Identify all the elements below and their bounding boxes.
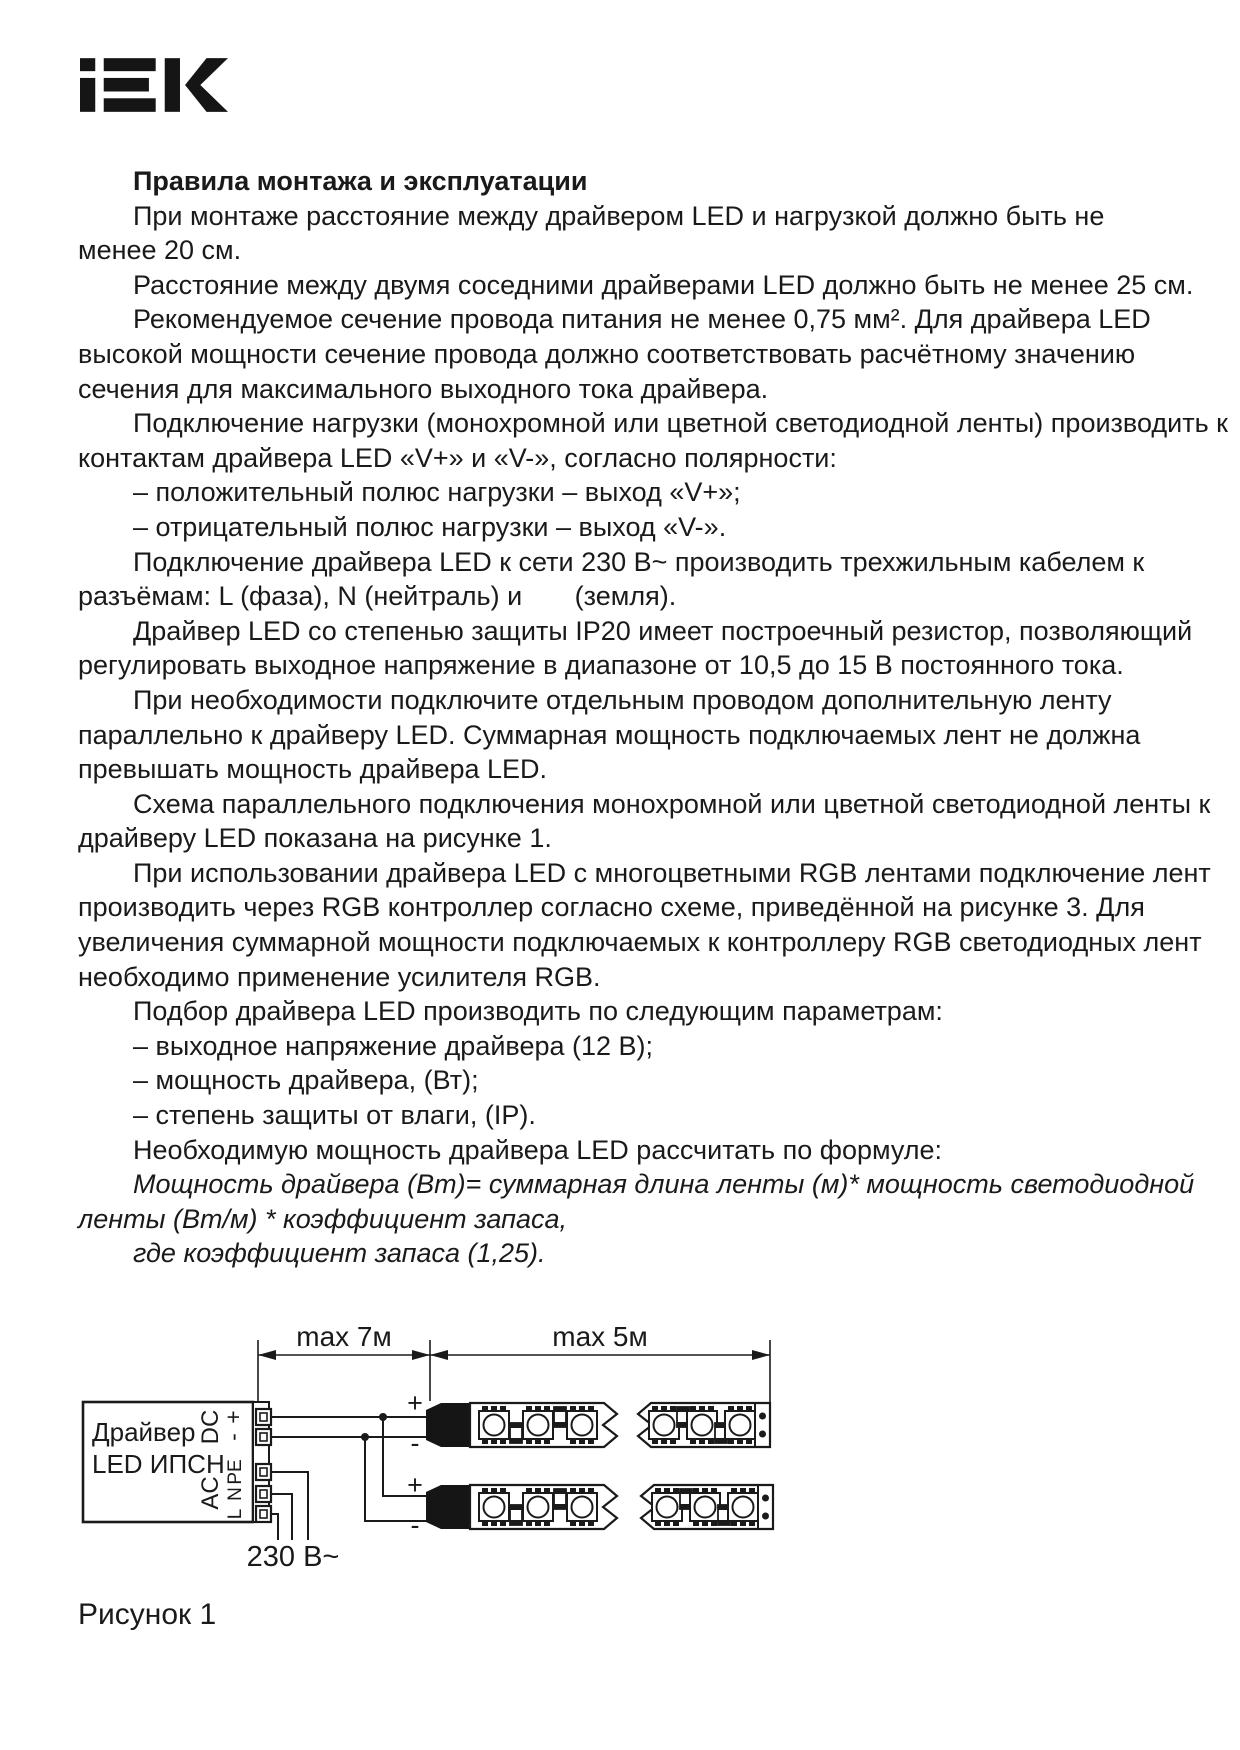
driver-label-line1: Драйвер <box>92 1417 196 1447</box>
paragraph <box>78 1167 1195 1236</box>
text-line: При необходимости подключите отдельным проводом дополнительную ленту <box>133 684 1112 715</box>
strip-minus-label: - <box>410 1510 420 1540</box>
terminal-blocks <box>256 1409 271 1522</box>
iek-logo-glyphs <box>80 58 228 112</box>
text-line: драйверу LED показана на рисунке 1. <box>78 823 552 854</box>
junction-dot <box>379 1413 387 1421</box>
article-text <box>78 164 1228 1271</box>
led-strip-bottom-1 <box>470 1485 617 1529</box>
paragraph <box>78 1098 1163 1133</box>
text-line: производить через RGB контроллер согласно схеме, приведённой на рисунке 3. Для <box>78 892 1145 923</box>
led-strip-bottom-2 <box>641 1485 773 1529</box>
paragraph <box>78 1133 1163 1168</box>
text-line: где коэффициент запаса (1,25). <box>133 1238 546 1269</box>
text-line: – степень защиты от влаги, (IP). <box>133 1100 536 1131</box>
text-line: ленты (Вт/м) * коэффициент запаса, <box>78 1203 568 1234</box>
led-strip-top-2 <box>638 1403 770 1447</box>
paragraph <box>78 683 1163 787</box>
text-line: – отрицательный полюс нагрузки – выход «V-». <box>133 511 727 542</box>
paragraph <box>78 406 1228 475</box>
ac-group-label: AC <box>197 1476 224 1510</box>
paragraph <box>78 614 1193 683</box>
text-line: сечения для максимального выходного тока драйвера. <box>78 373 769 404</box>
junction-dot <box>361 1433 369 1441</box>
terminal-label-l: L <box>225 1508 246 1520</box>
text-line: необходимо применение усилителя RGB. <box>78 961 601 992</box>
text-line: Схема параллельного подключения монохромной или цветной светодиодной ленты к <box>133 788 1211 819</box>
terminal-label-dc-plus: + <box>220 1410 246 1424</box>
text-line: Правила монтажа и эксплуатации <box>133 166 588 196</box>
paragraph <box>78 856 1211 994</box>
led-strip-top-1 <box>470 1403 617 1447</box>
strip-connector <box>426 1403 470 1447</box>
text-line: Расстояние между двумя соседними драйверами LED должно быть не менее 25 см. <box>133 269 1194 300</box>
text-line: Мощность драйвера (Вт)= суммарная длина ленты (м)* мощность светодиодной <box>133 1169 1195 1200</box>
text-line: Подбор драйвера LED производить по следующим параметрам: <box>133 996 943 1027</box>
paragraph <box>78 994 1163 1029</box>
paragraph <box>78 164 1163 199</box>
paragraph <box>78 510 1163 545</box>
text-line: Драйвер LED со степенью защиты IP20 имеет построечный резистор, позволяющий <box>133 615 1193 646</box>
strip-minus-label: - <box>410 1428 420 1458</box>
mains-voltage-label: 230 В~ <box>246 1541 340 1573</box>
strip-plus-label: + <box>407 1388 423 1418</box>
paragraph <box>78 268 1194 303</box>
text-line: При монтаже расстояние между драйвером LED и нагрузкой должно быть не <box>133 200 1105 231</box>
text-line: При использовании драйвера LED с многоцветными RGB лентами подключение лент <box>133 857 1211 888</box>
terminal-label-n: N <box>225 1487 246 1501</box>
text-line: Подключение нагрузки (монохромной или цветной светодиодной ленты) производить к <box>133 408 1228 439</box>
text-line: – мощность драйвера, (Вт); <box>133 1065 479 1096</box>
driver-label-line2: LED ИПСН <box>92 1449 225 1479</box>
text-line: контактам драйвера LED «V+» и «V-», согласно полярности: <box>78 442 837 473</box>
dc-group-label: DC <box>197 1409 224 1445</box>
strip-connector <box>426 1485 470 1529</box>
paragraph <box>78 1063 1163 1098</box>
paragraph <box>78 1029 1163 1064</box>
figure-1-diagram <box>60 1300 830 1590</box>
paragraph <box>78 545 1163 614</box>
text-line: – выходное напряжение драйвера (12 В); <box>133 1030 654 1061</box>
paragraph <box>78 787 1211 856</box>
iek-logo <box>80 58 228 112</box>
paragraph <box>78 475 1163 510</box>
text-line: увеличения суммарной мощности подключаемых к контроллеру RGB светодиодных лент <box>78 927 1202 958</box>
text-line: параллельно к драйверу LED. Суммарная мощность подключаемых лент не должна <box>78 719 1141 750</box>
wires <box>272 1417 426 1540</box>
strip-plus-label: + <box>407 1470 423 1500</box>
text-line: менее 20 см. <box>78 235 242 266</box>
dimension-label-max5m: max 5м <box>552 1321 648 1352</box>
terminal-label-dc-minus: - <box>220 1433 246 1441</box>
text-line: Рекомендуемое сечение провода питания не менее 0,75 мм². Для драйвера LED <box>133 304 1151 335</box>
text-line: регулировать выходное напряжение в диапазоне от 10,5 до 15 В постоянного тока. <box>78 650 1124 681</box>
figure-caption: Рисунок 1 <box>78 1598 217 1631</box>
text-line: высокой мощности сечение провода должно соответствовать расчётному значению <box>78 338 1136 369</box>
text-line: Необходимую мощность драйвера LED рассчитать по формуле: <box>133 1134 943 1165</box>
paragraph <box>78 302 1163 406</box>
paragraph <box>78 1236 1163 1271</box>
dimension-label-max7m: max 7м <box>296 1321 392 1352</box>
text-line: превышать мощность драйвера LED. <box>78 754 548 785</box>
text-line: – положительный полюс нагрузки – выход «V+»; <box>133 477 741 508</box>
text-line: Подключение драйвера LED к сети 230 В~ производить трехжильным кабелем к <box>133 546 1145 577</box>
terminal-label-pe: PE <box>225 1459 246 1485</box>
driver-box <box>83 1402 269 1522</box>
text-line: разъёмам: L (фаза), N (нейтраль) и (земля). <box>78 581 677 612</box>
paragraph <box>78 199 1163 268</box>
